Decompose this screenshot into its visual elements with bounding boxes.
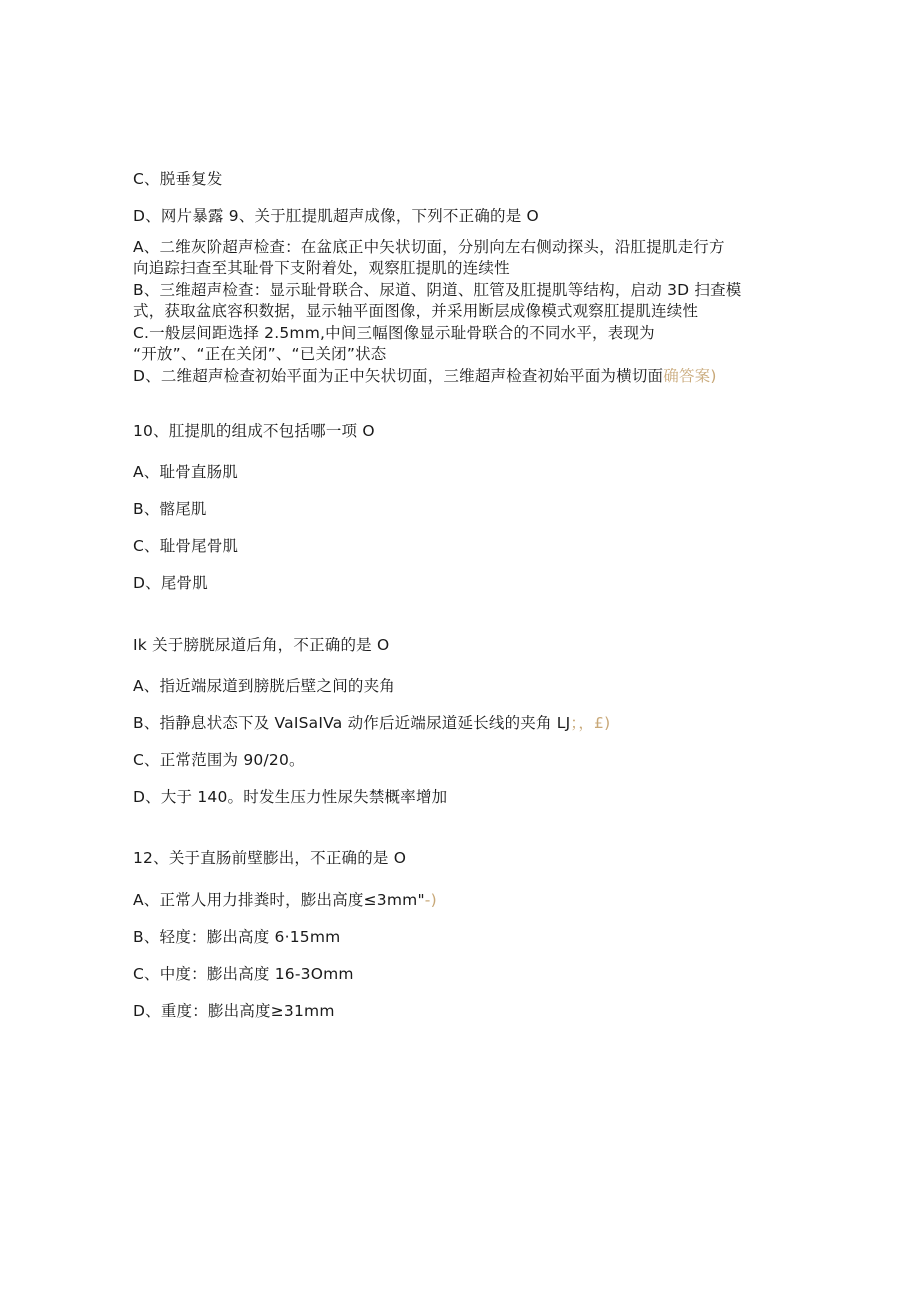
q10-option-c: C、耻骨尾骨肌 (133, 537, 239, 555)
q9-option-c-line-1: C.一般层间距选择 2.5mm,中间三幅图像显示耻骨联合的不同水平，表现为 (133, 324, 655, 342)
q10-option-d: D、尾骨肌 (133, 574, 208, 592)
q11-option-c: C、正常范围为 90/20。 (133, 751, 305, 769)
q8-option-d-q9-stem: D、网片暴露 9、关于肛提肌超声成像，下列不正确的是 O (133, 207, 539, 225)
q12-option-b: B、轻度：膨出高度 6·15mm (133, 928, 341, 946)
q11-option-d: D、大于 140。时发生压力性尿失禁概率增加 (133, 788, 448, 806)
answer-mark: ；，£) (570, 714, 611, 732)
q12-option-a: A、正常人用力排粪时，膨出高度≤3mm"-) (133, 891, 437, 909)
q10-option-b: B、髂尾肌 (133, 500, 207, 518)
q12-option-d: D、重度：膨出高度≥31mm (133, 1002, 335, 1020)
q8-option-c: C、脱垂复发 (133, 170, 223, 188)
q11-option-b: B、指静息状态下及 VaISaIVa 动作后近端尿道延长线的夹角 LJ；，£) (133, 714, 611, 732)
q9-option-b-line-1: B、三维超声检查：显示耻骨联合、尿道、阴道、肛管及肛提肌等结构，启动 3D 扫查模 (133, 281, 742, 299)
q12-stem: 12、关于直肠前壁膨出，不正确的是 O (133, 849, 407, 867)
q9-option-c-line-2: “开放”、“正在关闭”、“已关闭”状态 (133, 345, 387, 363)
q12-option-c: C、中度：膨出高度 16-3Omm (133, 965, 354, 983)
q10-option-a: A、耻骨直肠肌 (133, 463, 239, 481)
q9-option-b-line-2: 式，获取盆底容积数据，显示轴平面图像，并采用断层成像模式观察肛提肌连续性 (133, 302, 699, 320)
q10-stem: 10、肛提肌的组成不包括哪一项 O (133, 422, 375, 440)
q9-option-a-line-2: 向追踪扫查至其耻骨下支附着处，观察肛提肌的连续性 (133, 259, 510, 277)
answer-mark: -) (424, 891, 437, 909)
q11-option-a: A、指近端尿道到膀胱后壁之间的夹角 (133, 677, 396, 695)
answer-mark: 确答案) (663, 367, 717, 385)
q9-option-d: D、二维超声检查初始平面为正中矢状切面，三维超声检查初始平面为横切面确答案) (133, 367, 717, 385)
q9-option-a-line-1: A、二维灰阶超声检查：在盆底正中矢状切面，分别向左右侧动探头，沿肛提肌走行方 (133, 238, 725, 256)
q11-stem: Ik 关于膀胱尿道后角，不正确的是 O (133, 636, 390, 654)
